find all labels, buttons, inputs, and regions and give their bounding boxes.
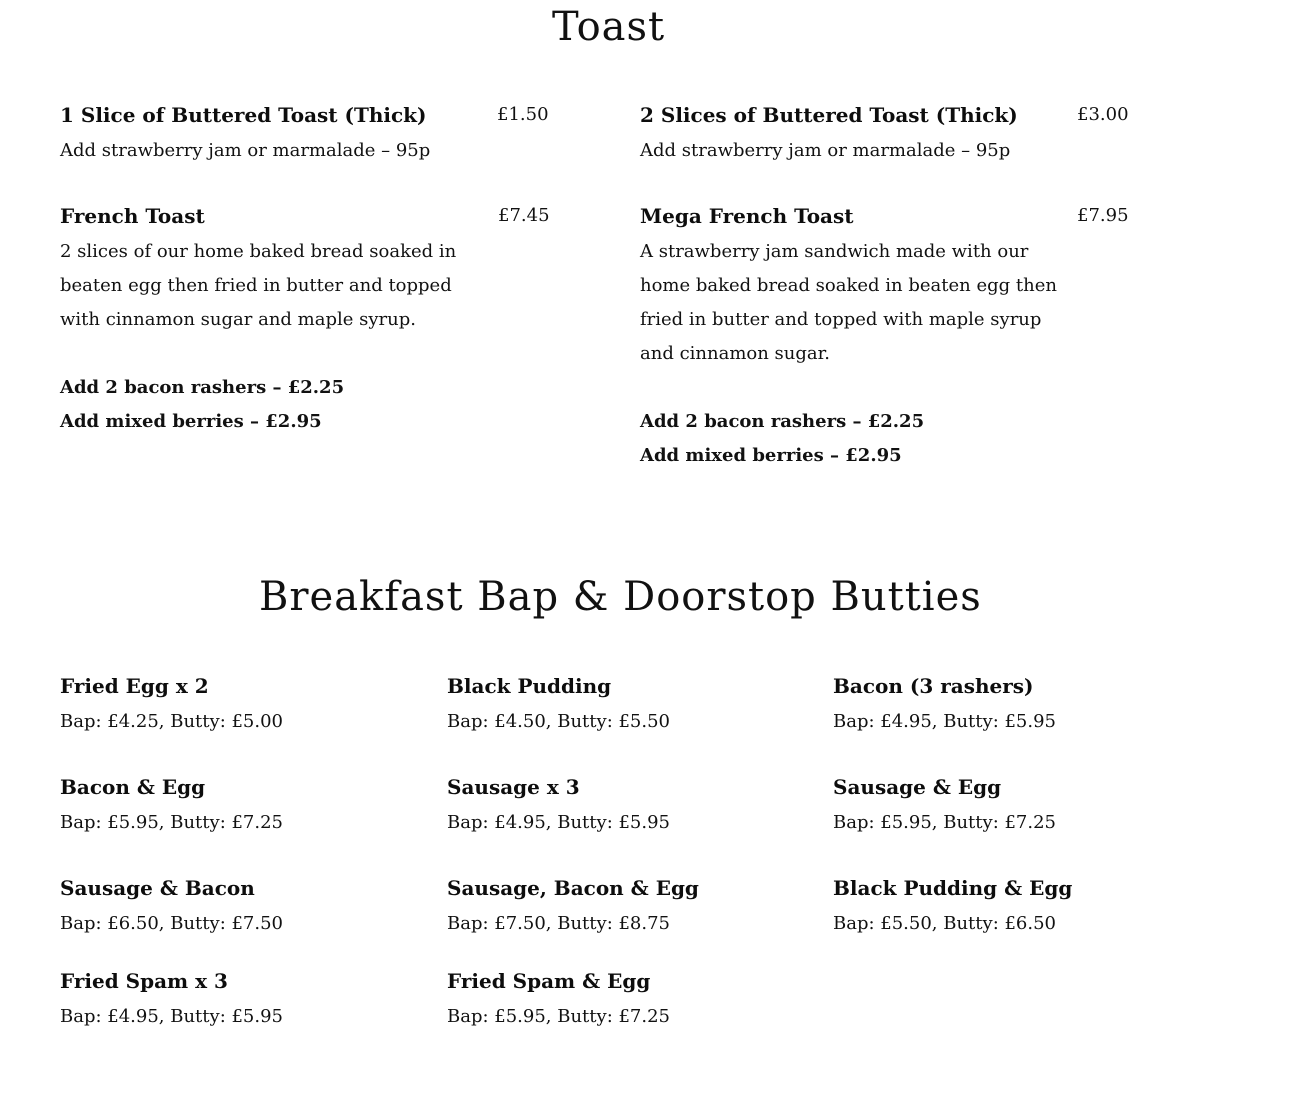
item-price: Bap: £5.95, Butty: £7.25 xyxy=(833,812,1057,833)
item-name: 1 Slice of Buttered Toast (Thick) xyxy=(60,103,427,127)
item-name: Black Pudding & Egg xyxy=(833,876,1073,900)
item-name: Fried Spam & Egg xyxy=(447,969,651,993)
item-extras xyxy=(640,405,1140,473)
item-description-line: 2 slices of our home baked bread soaked in xyxy=(60,241,457,262)
item-description-line: A strawberry jam sandwich made with our xyxy=(640,241,1029,262)
item-name: Sausage, Bacon & Egg xyxy=(447,876,699,900)
item-name: Bacon (3 rashers) xyxy=(833,674,1034,698)
item-description-line: fried in butter and topped with maple syrup xyxy=(640,309,1042,330)
item-price: Bap: £5.50, Butty: £6.50 xyxy=(833,913,1057,934)
item-description-line: Add strawberry jam or marmalade – 95p xyxy=(640,140,1011,161)
menu-item-toast-1-slice xyxy=(60,102,550,168)
menu-item-bap xyxy=(833,774,1056,836)
menu-item-mega-french-toast xyxy=(640,203,1140,473)
item-price: Bap: £4.95, Butty: £5.95 xyxy=(447,812,671,833)
item-name: Fried Spam x 3 xyxy=(60,969,228,993)
item-name: French Toast xyxy=(60,204,205,228)
item-price: £3.00 xyxy=(1077,104,1129,125)
item-extra: Add mixed berries – £2.95 xyxy=(60,411,322,432)
item-name: 2 Slices of Buttered Toast (Thick) xyxy=(640,103,1018,127)
menu-item-bap xyxy=(60,774,283,836)
item-description-line: and cinnamon sugar. xyxy=(640,343,830,364)
item-name: Fried Egg x 2 xyxy=(60,674,209,698)
menu-item-bap xyxy=(833,673,1056,735)
item-extras xyxy=(60,371,550,439)
baps-section-title: Breakfast Bap & Doorstop Butties xyxy=(259,574,982,620)
item-description-line: with cinnamon sugar and maple syrup. xyxy=(60,309,416,330)
item-price: Bap: £4.50, Butty: £5.50 xyxy=(447,711,671,732)
item-name: Mega French Toast xyxy=(640,204,854,228)
menu-item-bap xyxy=(447,673,670,735)
item-description xyxy=(60,235,550,337)
item-description-line: Add strawberry jam or marmalade – 95p xyxy=(60,140,431,161)
item-name: Bacon & Egg xyxy=(60,775,206,799)
menu-item-bap xyxy=(60,673,283,735)
item-price: Bap: £7.50, Butty: £8.75 xyxy=(447,913,671,934)
menu-item-bap xyxy=(833,875,1072,937)
item-description xyxy=(640,134,1140,168)
item-description xyxy=(60,134,550,168)
item-price: £1.50 xyxy=(497,104,549,125)
item-description-line: beaten egg then fried in butter and topped xyxy=(60,275,452,296)
menu-item-toast-2-slices xyxy=(640,102,1140,168)
item-price: £7.45 xyxy=(498,205,550,226)
menu-item-bap xyxy=(447,774,670,836)
menu-item-bap xyxy=(447,968,670,1030)
item-price: Bap: £5.95, Butty: £7.25 xyxy=(60,812,284,833)
item-price: Bap: £5.95, Butty: £7.25 xyxy=(447,1006,671,1027)
item-name: Sausage x 3 xyxy=(447,775,580,799)
item-description xyxy=(640,235,1140,371)
menu-item-bap xyxy=(447,875,699,937)
item-name: Black Pudding xyxy=(447,674,612,698)
menu-item-bap xyxy=(60,875,283,937)
item-extra: Add 2 bacon rashers – £2.25 xyxy=(60,377,345,398)
item-extra: Add mixed berries – £2.95 xyxy=(640,445,902,466)
item-price: Bap: £4.95, Butty: £5.95 xyxy=(833,711,1057,732)
item-extra: Add 2 bacon rashers – £2.25 xyxy=(640,411,925,432)
item-price: Bap: £4.95, Butty: £5.95 xyxy=(60,1006,284,1027)
item-price: Bap: £4.25, Butty: £5.00 xyxy=(60,711,284,732)
menu-item-bap xyxy=(60,968,283,1030)
toast-section-title: Toast xyxy=(552,4,666,50)
item-name: Sausage & Bacon xyxy=(60,876,255,900)
menu-item-french-toast xyxy=(60,203,550,439)
item-name: Sausage & Egg xyxy=(833,775,1002,799)
item-price: £7.95 xyxy=(1077,205,1129,226)
item-description-line: home baked bread soaked in beaten egg then xyxy=(640,275,1057,296)
item-price: Bap: £6.50, Butty: £7.50 xyxy=(60,913,284,934)
